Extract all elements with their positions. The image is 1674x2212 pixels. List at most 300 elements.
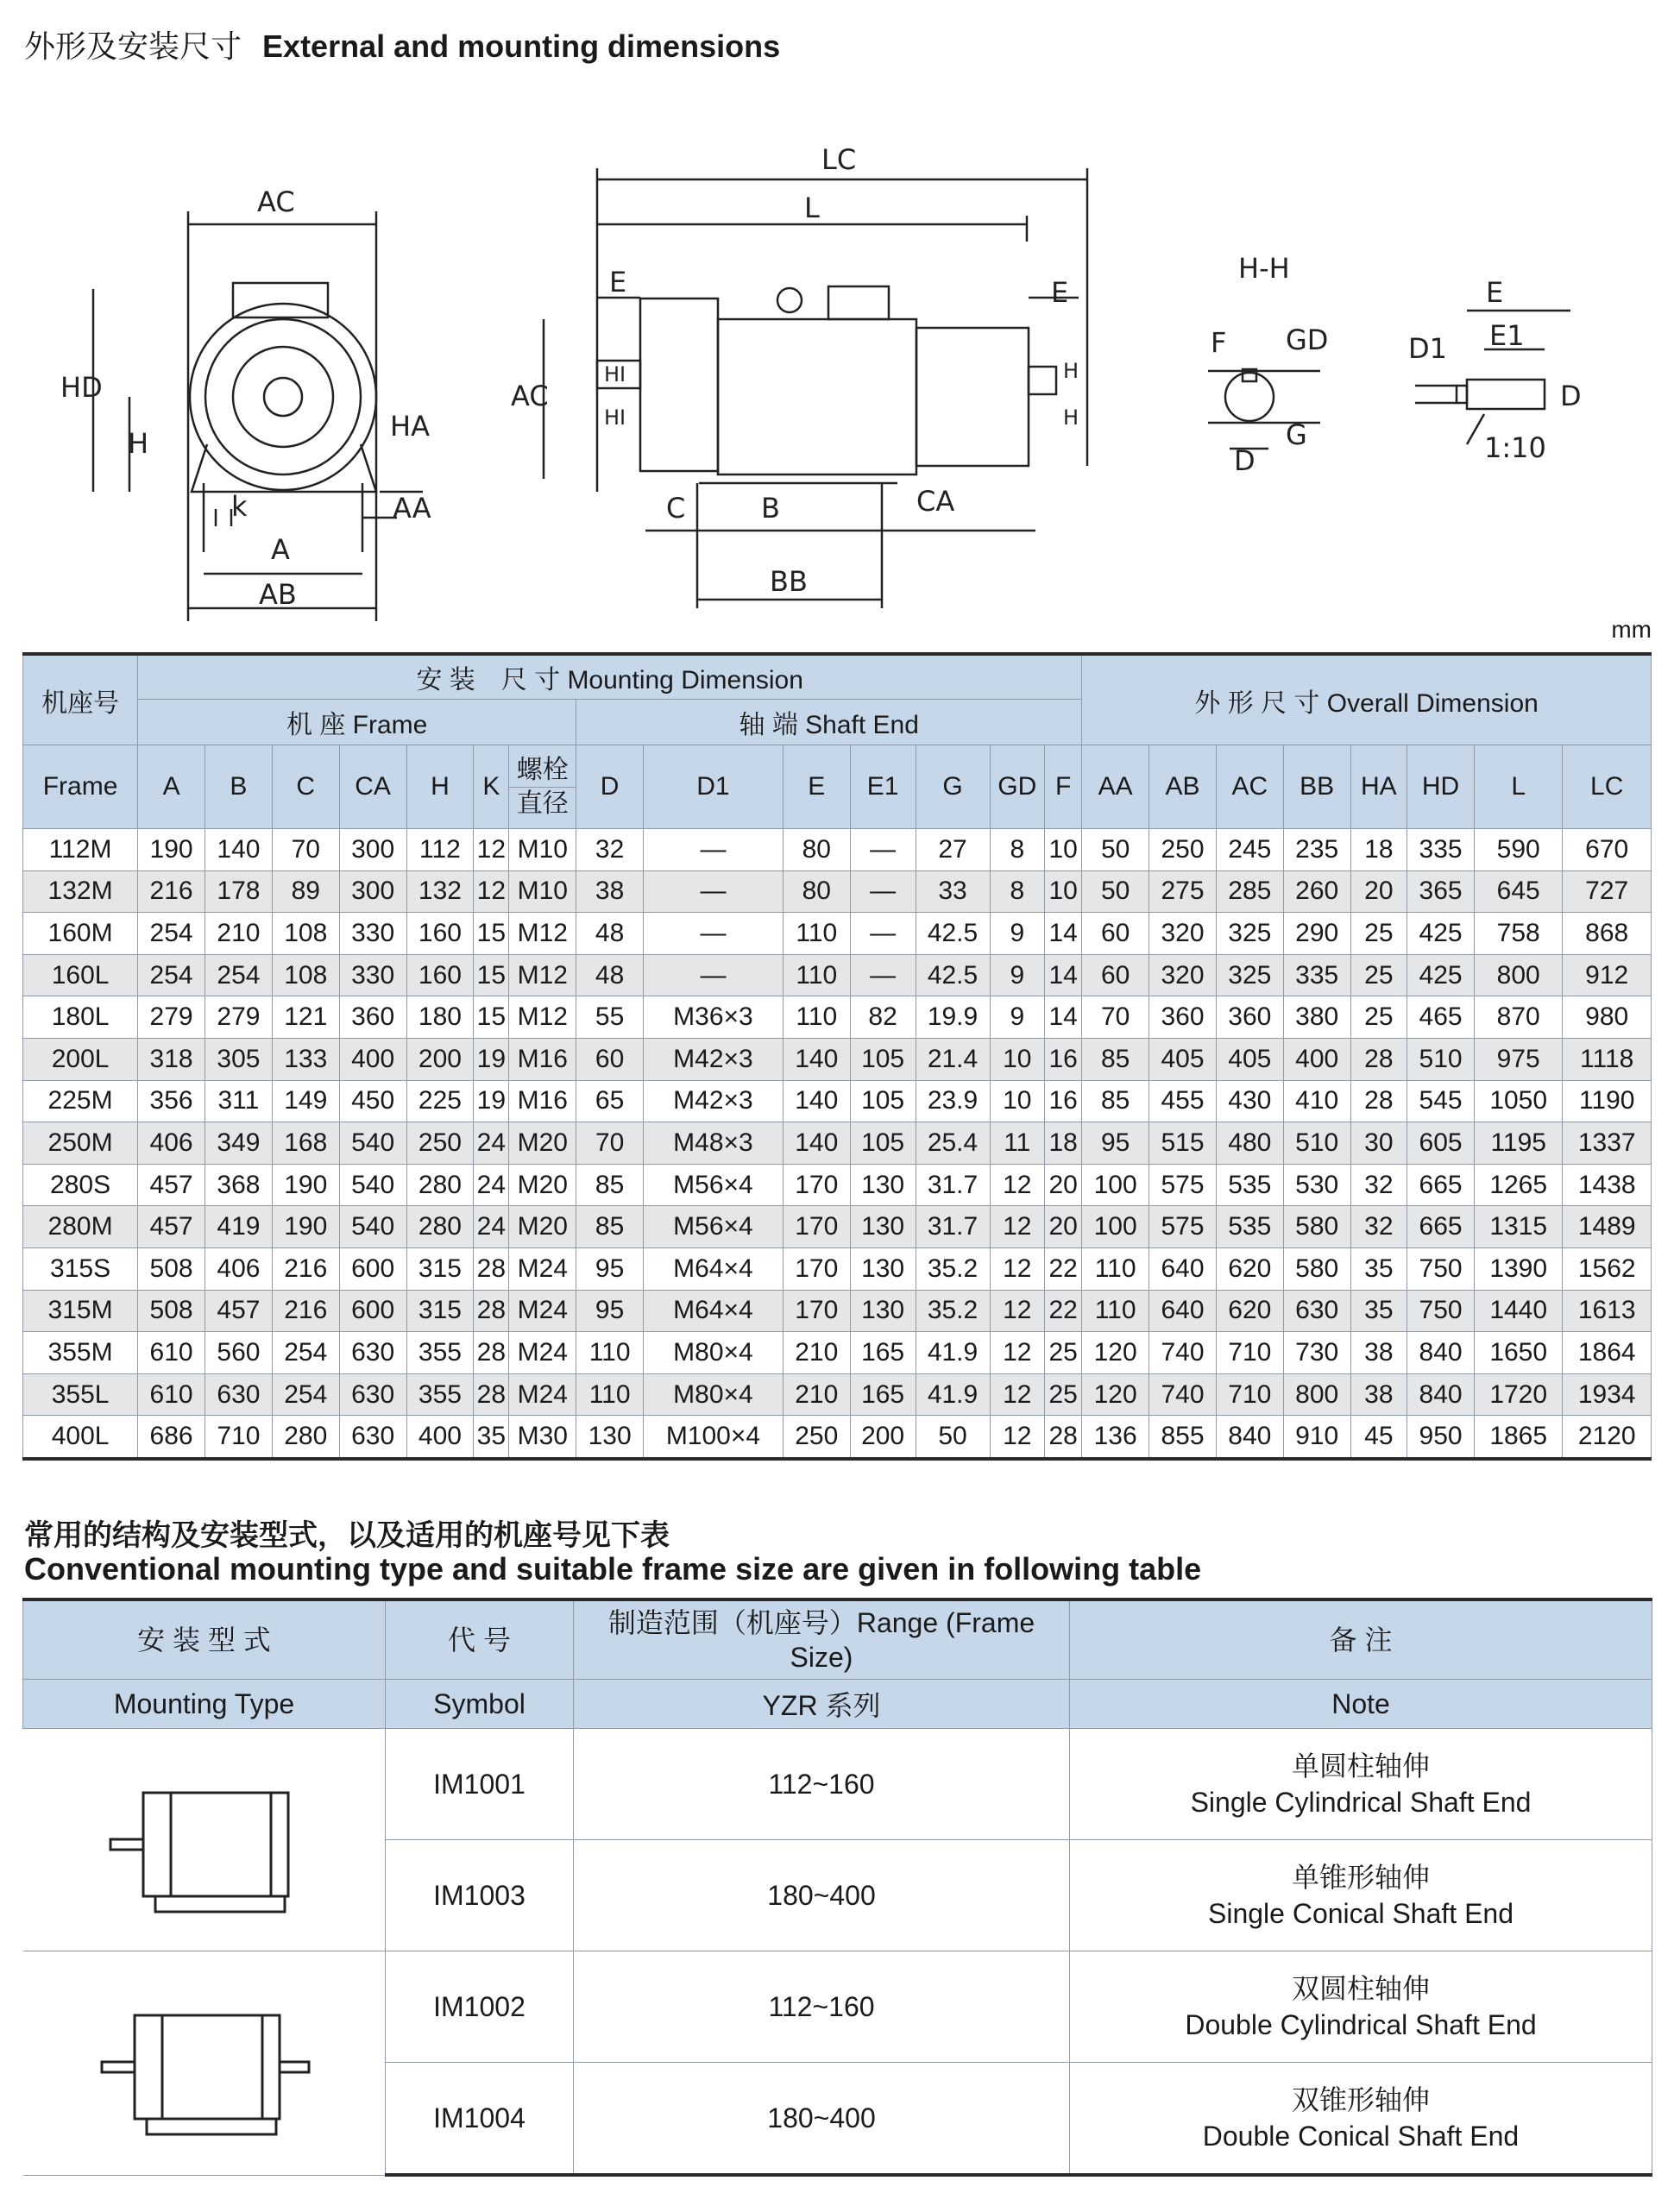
table-cell: 15	[474, 913, 509, 955]
frame-cell: 200L	[23, 1038, 138, 1080]
table-cell: 254	[138, 954, 205, 996]
table-cell: 380	[1283, 996, 1350, 1039]
table-cell: —	[850, 870, 916, 913]
table-cell: 190	[138, 829, 205, 871]
table-cell: 2120	[1563, 1416, 1652, 1459]
mt-note-en: Double Cylindrical Shaft End	[1185, 2009, 1537, 2040]
table-cell: 149	[272, 1080, 339, 1122]
table-cell: 11	[990, 1122, 1045, 1165]
table-cell: 430	[1216, 1080, 1283, 1122]
col-e: E	[783, 745, 850, 829]
table-cell: 665	[1407, 1206, 1475, 1248]
table-cell: 455	[1149, 1080, 1217, 1122]
front-view	[93, 211, 423, 621]
table-cell: 41.9	[916, 1373, 990, 1416]
shaft-end-subheader: 轴 端 Shaft End	[576, 700, 1082, 745]
table-cell: 1438	[1563, 1164, 1652, 1206]
table-cell: 85	[1082, 1038, 1149, 1080]
table-cell: 130	[850, 1247, 916, 1290]
col-b: B	[205, 745, 273, 829]
label-taper-ratio: 1:10	[1484, 431, 1546, 464]
table-cell: 1190	[1563, 1080, 1652, 1122]
table-cell: 1864	[1563, 1332, 1652, 1374]
table-cell: 980	[1563, 996, 1652, 1039]
table-cell: 355	[406, 1373, 474, 1416]
table-cell: 400	[406, 1416, 474, 1459]
table-cell: 22	[1045, 1247, 1082, 1290]
col-ab: AB	[1149, 745, 1217, 829]
table-cell: 1489	[1563, 1206, 1652, 1248]
table-cell: 840	[1407, 1373, 1475, 1416]
table-cell: 55	[576, 996, 644, 1039]
table-cell: 35.2	[916, 1290, 990, 1332]
col-d: D	[576, 745, 644, 829]
table-cell: 406	[205, 1247, 273, 1290]
table-cell: 580	[1283, 1247, 1350, 1290]
table-cell: 325	[1216, 913, 1283, 955]
table-cell: M24	[509, 1332, 576, 1374]
col-e1: E1	[850, 745, 916, 829]
table-cell: 910	[1283, 1416, 1350, 1459]
table-cell: 160	[406, 913, 474, 955]
table-cell: —	[850, 829, 916, 871]
col-bolt-diameter	[509, 745, 576, 829]
table-cell: 180	[406, 996, 474, 1039]
table-cell: 10	[990, 1080, 1045, 1122]
table-cell: 540	[339, 1122, 406, 1165]
table-row	[23, 1373, 1652, 1416]
col-k: K	[474, 745, 509, 829]
label-ha: HA	[390, 410, 430, 443]
table-cell: —	[850, 954, 916, 996]
table-cell: 12	[990, 1373, 1045, 1416]
table-cell: 280	[272, 1416, 339, 1459]
mt-symbol: IM1002	[386, 1951, 574, 2063]
table-cell: 89	[272, 870, 339, 913]
table-cell: 254	[205, 954, 273, 996]
mt-header-note-zh: 备 注	[1070, 1599, 1652, 1680]
table-cell: 130	[850, 1290, 916, 1332]
frame-cell: 355M	[23, 1332, 138, 1374]
mt-symbol: IM1003	[386, 1840, 574, 1951]
table-cell: —	[644, 870, 784, 913]
label-hi-top: HI	[604, 362, 626, 386]
table-cell: 140	[783, 1038, 850, 1080]
table-cell: 740	[1149, 1373, 1217, 1416]
table-cell: 28	[1350, 1038, 1407, 1080]
table-cell: 80	[783, 870, 850, 913]
mt-note-en: Single Cylindrical Shaft End	[1190, 1787, 1532, 1818]
table-cell: 630	[339, 1416, 406, 1459]
table-cell: M10	[509, 870, 576, 913]
table-cell: 130	[576, 1416, 644, 1459]
table-cell: 630	[205, 1373, 273, 1416]
double-shaft-motor-icon	[23, 1951, 386, 2176]
table-cell: 335	[1283, 954, 1350, 996]
table-cell: 510	[1283, 1122, 1350, 1165]
table-cell: 50	[1082, 829, 1149, 871]
label-d-taper: D	[1560, 380, 1582, 412]
table-cell: 108	[272, 954, 339, 996]
table-cell: M24	[509, 1373, 576, 1416]
mt-header-range-en: YZR 系列	[574, 1680, 1070, 1729]
mt-note	[1070, 1840, 1652, 1951]
table-cell: 170	[783, 1290, 850, 1332]
table-cell: 200	[406, 1038, 474, 1080]
label-g: G	[1286, 418, 1307, 451]
table-cell: 560	[205, 1332, 273, 1374]
label-aa: AA	[393, 492, 431, 525]
col-h: H	[406, 745, 474, 829]
table-cell: 28	[474, 1247, 509, 1290]
frame-cell: 180L	[23, 996, 138, 1039]
table-cell: 665	[1407, 1164, 1475, 1206]
table-cell: M16	[509, 1038, 576, 1080]
table-cell: 25	[1350, 913, 1407, 955]
table-cell: 15	[474, 954, 509, 996]
table-cell: 110	[1082, 1290, 1149, 1332]
table-cell: 280	[406, 1206, 474, 1248]
table-row	[23, 954, 1652, 996]
table-cell: 275	[1149, 870, 1217, 913]
table-cell: 28	[474, 1290, 509, 1332]
table-cell: 190	[272, 1164, 339, 1206]
mt-note-zh: 单锥形轴伸	[1291, 1861, 1430, 1894]
table-cell: 23.9	[916, 1080, 990, 1122]
frame-cell: 250M	[23, 1122, 138, 1165]
table-cell: 620	[1216, 1290, 1283, 1332]
label-e-left: E	[609, 266, 627, 298]
col-bb: BB	[1283, 745, 1350, 829]
table-cell: —	[644, 954, 784, 996]
table-cell: 8	[990, 829, 1045, 871]
table-cell: 136	[1082, 1416, 1149, 1459]
table-cell: 60	[1082, 913, 1149, 955]
table-cell: M36×3	[644, 996, 784, 1039]
table-cell: 95	[576, 1247, 644, 1290]
table-cell: —	[850, 913, 916, 955]
table-cell: 335	[1407, 829, 1475, 871]
table-cell: M24	[509, 1290, 576, 1332]
table-cell: 225	[406, 1080, 474, 1122]
table-cell: 12	[990, 1206, 1045, 1248]
table-cell: 25	[1350, 954, 1407, 996]
mt-range: 112~160	[574, 1951, 1070, 2063]
table-cell: M56×4	[644, 1206, 784, 1248]
table-cell: 710	[1216, 1373, 1283, 1416]
table-cell: 610	[138, 1373, 205, 1416]
overall-dimension-header: 外 形 尺 寸 Overall Dimension	[1082, 654, 1652, 745]
mt-header-range-zh: 制造范围（机座号）Range (Frame Size)	[574, 1599, 1070, 1680]
label-h-h: H-H	[1238, 252, 1290, 285]
table-cell: 1720	[1474, 1373, 1562, 1416]
table-cell: M20	[509, 1122, 576, 1165]
table-cell: 710	[205, 1416, 273, 1459]
label-e-taper: E	[1486, 276, 1504, 309]
mt-symbol: IM1004	[386, 2063, 574, 2176]
table-cell: 710	[1216, 1332, 1283, 1374]
table-cell: 254	[272, 1373, 339, 1416]
table-cell: 95	[1082, 1122, 1149, 1165]
table-cell: 14	[1045, 954, 1082, 996]
table-cell: 535	[1216, 1164, 1283, 1206]
table-cell: 365	[1407, 870, 1475, 913]
table-cell: 1440	[1474, 1290, 1562, 1332]
table-cell: 855	[1149, 1416, 1217, 1459]
table-cell: 305	[205, 1038, 273, 1080]
unit-label: mm	[1611, 616, 1652, 643]
table-cell: 178	[205, 870, 273, 913]
table-cell: 425	[1407, 954, 1475, 996]
table-cell: 100	[1082, 1164, 1149, 1206]
bolt-header-top: 螺栓	[516, 755, 569, 784]
table-cell: 360	[1216, 996, 1283, 1039]
table-cell: 108	[272, 913, 339, 955]
table-cell: 10	[990, 1038, 1045, 1080]
table-cell: 315	[406, 1247, 474, 1290]
label-bb: BB	[770, 565, 808, 598]
page-heading	[24, 22, 780, 66]
table-cell: 105	[850, 1038, 916, 1080]
frame-cell: 280S	[23, 1164, 138, 1206]
table-cell: 400	[1283, 1038, 1350, 1080]
table-cell: 35	[1350, 1290, 1407, 1332]
table-cell: 60	[576, 1038, 644, 1080]
table-cell: 38	[1350, 1332, 1407, 1374]
frame-cell: 280M	[23, 1206, 138, 1248]
table-cell: 130	[850, 1206, 916, 1248]
mt-header-symbol-en: Symbol	[386, 1680, 574, 1729]
mt-note-en: Single Conical Shaft End	[1208, 1898, 1514, 1929]
table-cell: 457	[205, 1290, 273, 1332]
table-cell: 508	[138, 1247, 205, 1290]
table-cell: 1265	[1474, 1164, 1562, 1206]
col-ha: HA	[1350, 745, 1407, 829]
table-cell: 216	[138, 870, 205, 913]
table-cell: 1390	[1474, 1247, 1562, 1290]
col-lc: LC	[1563, 745, 1652, 829]
table-cell: 12	[990, 1164, 1045, 1206]
table-cell: —	[644, 913, 784, 955]
table-cell: 1613	[1563, 1290, 1652, 1332]
table-cell: 645	[1474, 870, 1562, 913]
table-cell: 24	[474, 1206, 509, 1248]
table-cell: 170	[783, 1164, 850, 1206]
table-cell: 19	[474, 1080, 509, 1122]
heading-en: External and mounting dimensions	[262, 28, 781, 64]
table-cell: 290	[1283, 913, 1350, 955]
table-cell: M12	[509, 913, 576, 955]
table-cell: 120	[1082, 1373, 1149, 1416]
table-cell: 170	[783, 1206, 850, 1248]
table-cell: 100	[1082, 1206, 1149, 1248]
mt-header-note-en: Note	[1070, 1680, 1652, 1729]
table-cell: 508	[138, 1290, 205, 1332]
table-cell: 280	[406, 1164, 474, 1206]
table-cell: 85	[576, 1164, 644, 1206]
table-cell: M30	[509, 1416, 576, 1459]
table-cell: 800	[1283, 1373, 1350, 1416]
table-cell: 1195	[1474, 1122, 1562, 1165]
table-row	[23, 913, 1652, 955]
table-cell: 41.9	[916, 1332, 990, 1374]
table-cell: 9	[990, 996, 1045, 1039]
table-cell: 133	[272, 1038, 339, 1080]
table-cell: 85	[1082, 1080, 1149, 1122]
table-cell: M42×3	[644, 1080, 784, 1122]
table-cell: 254	[272, 1332, 339, 1374]
table-cell: 300	[339, 870, 406, 913]
mounting-section-title-zh: 常用的结构及安装型式，以及适用的机座号见下表	[24, 1518, 670, 1553]
table-cell: 165	[850, 1332, 916, 1374]
table-cell: 28	[474, 1332, 509, 1374]
frame-cell: 315M	[23, 1290, 138, 1332]
table-cell: 330	[339, 954, 406, 996]
table-cell: 320	[1149, 954, 1217, 996]
table-row	[23, 1038, 1652, 1080]
mounting-type-table	[22, 1598, 1652, 2177]
table-cell: 840	[1407, 1332, 1475, 1374]
table-cell: 600	[339, 1247, 406, 1290]
table-cell: 110	[783, 996, 850, 1039]
table-cell: 9	[990, 913, 1045, 955]
frame-cell: 400L	[23, 1416, 138, 1459]
col-d1: D1	[644, 745, 784, 829]
table-cell: 121	[272, 996, 339, 1039]
table-cell: 360	[1149, 996, 1217, 1039]
label-f: F	[1211, 326, 1227, 359]
table-cell: 110	[783, 954, 850, 996]
label-a: A	[271, 533, 290, 566]
table-cell: 165	[850, 1373, 916, 1416]
mt-note-en: Double Conical Shaft End	[1202, 2121, 1520, 2152]
table-cell: 590	[1474, 829, 1562, 871]
mt-note	[1070, 2063, 1652, 2176]
table-cell: 580	[1283, 1206, 1350, 1248]
table-cell: 686	[138, 1416, 205, 1459]
table-cell: 20	[1045, 1206, 1082, 1248]
table-cell: 750	[1407, 1247, 1475, 1290]
table-cell: 465	[1407, 996, 1475, 1039]
table-cell: 35	[474, 1416, 509, 1459]
heading-zh: 外形及安装尺寸	[24, 29, 242, 65]
table-cell: 160	[406, 954, 474, 996]
table-cell: 32	[1350, 1164, 1407, 1206]
table-cell: 1934	[1563, 1373, 1652, 1416]
dimension-table	[22, 652, 1652, 1461]
table-cell: 279	[138, 996, 205, 1039]
table-cell: 50	[1082, 870, 1149, 913]
table-cell: 12	[990, 1247, 1045, 1290]
col-c: C	[272, 745, 339, 829]
table-cell: 19	[474, 1038, 509, 1080]
table-cell: 60	[1082, 954, 1149, 996]
table-cell: 110	[576, 1373, 644, 1416]
frame-cell: 132M	[23, 870, 138, 913]
table-cell: 110	[576, 1332, 644, 1374]
table-cell: 42.5	[916, 913, 990, 955]
table-cell: M100×4	[644, 1416, 784, 1459]
table-cell: M80×4	[644, 1373, 784, 1416]
table-cell: 254	[138, 913, 205, 955]
table-cell: 400	[339, 1038, 406, 1080]
table-cell: 250	[783, 1416, 850, 1459]
table-cell: 210	[783, 1373, 850, 1416]
mt-header-type-en: Mounting Type	[23, 1680, 386, 1729]
table-cell: 27	[916, 829, 990, 871]
table-cell: 112	[406, 829, 474, 871]
table-cell: 14	[1045, 996, 1082, 1039]
label-k: k	[231, 490, 248, 523]
table-cell: 35.2	[916, 1247, 990, 1290]
single-shaft-motor-icon	[23, 1729, 386, 1951]
side-view	[544, 168, 1087, 608]
table-cell: 8	[990, 870, 1045, 913]
label-e-right: E	[1051, 276, 1069, 309]
table-cell: 25	[1045, 1373, 1082, 1416]
table-cell: 311	[205, 1080, 273, 1122]
mounting-dimension-header: 安 装 尺 寸 Mounting Dimension	[138, 654, 1082, 700]
table-cell: 25.4	[916, 1122, 990, 1165]
table-cell: 140	[783, 1122, 850, 1165]
table-cell: 515	[1149, 1122, 1217, 1165]
label-h-top: H	[1063, 359, 1079, 383]
table-cell: 405	[1216, 1038, 1283, 1080]
table-cell: 425	[1407, 913, 1475, 955]
mt-note-zh: 双锥形轴伸	[1291, 2083, 1430, 2116]
mt-note-zh: 双圆柱轴伸	[1291, 1972, 1430, 2005]
frame-corner-header: 机座号	[23, 654, 138, 745]
table-cell: 245	[1216, 829, 1283, 871]
mounting-section-title-en: Conventional mounting type and suitable frame size are given in following table	[24, 1551, 1202, 1587]
mt-note	[1070, 1729, 1652, 1840]
table-cell: 210	[205, 913, 273, 955]
table-cell: 170	[783, 1247, 850, 1290]
table-row	[23, 1122, 1652, 1165]
table-cell: 318	[138, 1038, 205, 1080]
table-cell: 14	[1045, 913, 1082, 955]
table-cell: M12	[509, 996, 576, 1039]
table-cell: 912	[1563, 954, 1652, 996]
table-cell: M16	[509, 1080, 576, 1122]
table-cell: 750	[1407, 1290, 1475, 1332]
label-hi-bottom: HI	[604, 405, 626, 430]
table-cell: 12	[474, 870, 509, 913]
frame-cell: 112M	[23, 829, 138, 871]
table-cell: 1650	[1474, 1332, 1562, 1374]
label-ac-side: AC	[511, 380, 549, 412]
table-cell: 50	[916, 1416, 990, 1459]
double-shaft-motor-svg	[91, 1989, 316, 2136]
table-cell: 216	[272, 1290, 339, 1332]
table-cell: M56×4	[644, 1164, 784, 1206]
mt-row	[23, 1951, 1652, 2063]
mt-symbol: IM1001	[386, 1729, 574, 1840]
label-ab: AB	[259, 578, 297, 611]
table-cell: 260	[1283, 870, 1350, 913]
label-ca: CA	[916, 485, 955, 518]
table-cell: 727	[1563, 870, 1652, 913]
table-cell: 450	[339, 1080, 406, 1122]
label-d-section: D	[1234, 444, 1256, 477]
table-cell: 18	[1350, 829, 1407, 871]
table-cell: M80×4	[644, 1332, 784, 1374]
table-cell: 235	[1283, 829, 1350, 871]
table-row	[23, 1080, 1652, 1122]
table-row	[23, 996, 1652, 1039]
table-cell: 65	[576, 1080, 644, 1122]
dimension-drawing	[0, 138, 1674, 630]
